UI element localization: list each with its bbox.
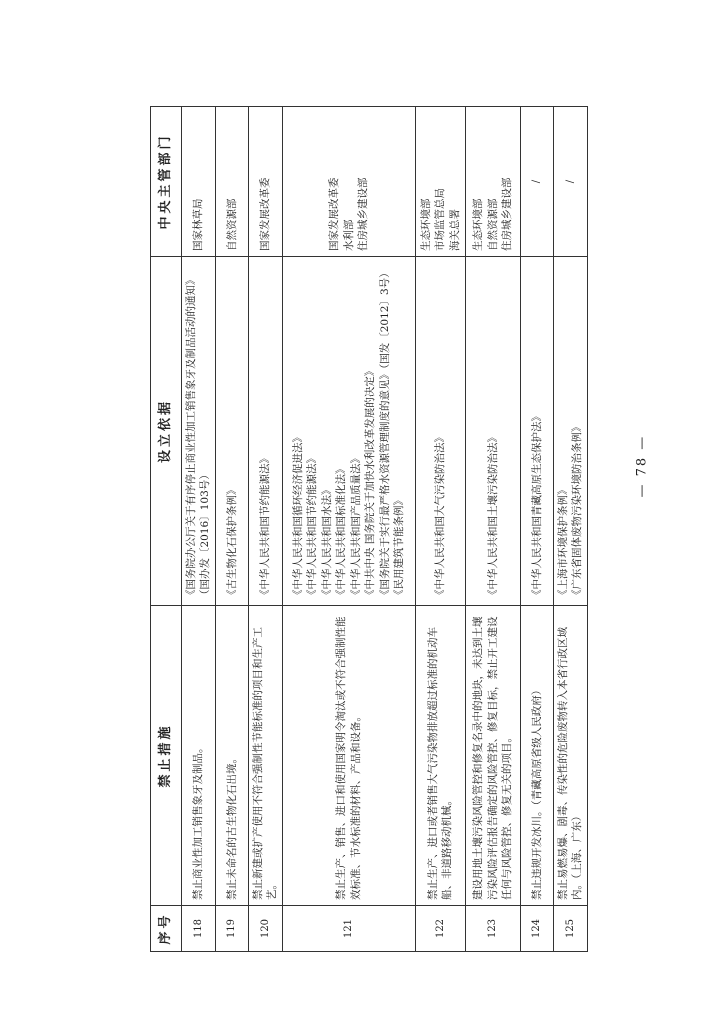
header-measure: 禁止措施 <box>151 606 182 906</box>
dept-line: 水利部 <box>342 219 355 251</box>
header-dept: 中央主管部门 <box>151 107 182 257</box>
table-row <box>553 107 587 952</box>
row-measure: 禁止未命名的古生物化石出境。 <box>215 606 248 906</box>
page-number: — 78 — <box>634 434 650 498</box>
dept-line: 自然资源部 <box>225 198 238 251</box>
dept-line: 海关总署 <box>448 209 461 251</box>
header-num: 序号 <box>151 906 182 952</box>
basis-line: 《中华人民共和国土壤污染防治法》 <box>486 432 499 600</box>
row-measure: 禁止易燃易爆、剧毒、传染性的危险废物转入本省行政区域内。（上海、广东） <box>553 606 587 906</box>
row-dept <box>215 107 248 257</box>
row-measure: 建设用地土壤污染风险管控和修复名录中的地块，未达到土壤污染风险评估报告确定的风险管控、修复目标，禁止开工建设任何与风险管控、修复无关的项目。 <box>465 606 520 906</box>
basis-line: 《中华人民共和国青藏高原生态保护法》 <box>530 411 543 600</box>
row-basis <box>282 257 415 606</box>
table-row <box>215 107 248 952</box>
table-row <box>415 107 465 952</box>
row-dept <box>415 107 465 257</box>
row-basis <box>182 257 216 606</box>
basis-line: 《中华人民共和国循环经济促进法》 <box>292 432 304 600</box>
table-row <box>182 107 216 952</box>
basis-line: 《国务院办公厅关于有序停止商业性加工销售象牙及制品活动的通知》（国办发〔2016〕103号） <box>185 274 212 600</box>
basis-line: 《广东省固体废物污染环境防治条例》 <box>571 421 584 600</box>
row-dept <box>465 107 520 257</box>
dept-line: 国家发展改革委 <box>259 177 272 251</box>
basis-line: 《古生物化石保护条例》 <box>225 484 238 600</box>
prohibition-table <box>150 106 588 952</box>
dept-line: / <box>531 179 543 184</box>
row-num: 118 <box>182 906 216 952</box>
row-dept <box>182 107 216 257</box>
dept-line: 住房城乡建设部 <box>357 177 370 251</box>
row-num: 120 <box>248 906 282 952</box>
row-measure: 禁止新建或扩产使用不符合强制性节能标准的项目和生产工艺。 <box>248 606 282 906</box>
row-num: 121 <box>282 906 415 952</box>
row-basis <box>248 257 282 606</box>
row-measure: 禁止生产、销售、进口和使用国家明令淘汰或不符合强制性能效标准、节水标准的材料、产品和设备。 <box>282 606 415 906</box>
dept-line: 生态环境部 <box>419 198 432 251</box>
row-dept <box>248 107 282 257</box>
row-num: 122 <box>415 906 465 952</box>
basis-line: 《民用建筑节能条例》 <box>393 495 406 600</box>
row-dept <box>520 107 553 257</box>
basis-line: 《上海市环境保护条例》 <box>556 484 569 600</box>
header-basis: 设立依据 <box>151 257 182 606</box>
basis-line: 《中华人民共和国产品质量法》 <box>349 453 362 600</box>
basis-line: 《中华人民共和国大气污染防治法》 <box>434 432 447 600</box>
table-row <box>520 107 553 952</box>
basis-line: 《中华人民共和国水法》 <box>320 484 333 600</box>
row-basis <box>553 257 587 606</box>
row-measure: 禁止商业性加工销售象牙及制品。 <box>182 606 216 906</box>
table-row <box>282 107 415 952</box>
basis-line: 《中华人民共和国标准化法》 <box>335 463 348 600</box>
dept-line: 国家发展改革委 <box>328 177 341 251</box>
row-dept <box>282 107 415 257</box>
row-dept <box>553 107 587 257</box>
basis-line: 《中华人民共和国节约能源法》 <box>259 453 272 600</box>
table-row <box>248 107 282 952</box>
dept-line: 生态环境部 <box>472 198 485 251</box>
basis-line: 《国务院关于实行最严格水资源管理制度的意见》（国发〔2012〕3号） <box>378 267 391 600</box>
row-measure: 禁止违规开发冰川。（青藏高原省级人民政府） <box>520 606 553 906</box>
rotated-page <box>150 107 583 952</box>
dept-line: 住房城乡建设部 <box>501 177 514 251</box>
header-row <box>151 107 182 952</box>
row-num: 123 <box>465 906 520 952</box>
row-basis <box>465 257 520 606</box>
row-basis <box>415 257 465 606</box>
row-basis <box>520 257 553 606</box>
dept-line: 国家林草局 <box>192 198 205 251</box>
dept-line: / <box>564 179 576 184</box>
row-num: 124 <box>520 906 553 952</box>
row-basis <box>215 257 248 606</box>
row-num: 125 <box>553 906 587 952</box>
basis-line: 《中共中央 国务院关于加快水利改革发展的决定》 <box>364 365 377 600</box>
table-row <box>465 107 520 952</box>
basis-line: 《中华人民共和国节约能源法》 <box>306 453 319 600</box>
row-measure: 禁止生产、进口或者销售大气污染物排放超过标准的机动车船、非道路移动机械。 <box>415 606 465 906</box>
dept-line: 自然资源部 <box>486 198 499 251</box>
row-num: 119 <box>215 906 248 952</box>
dept-line: 市场监管总局 <box>434 188 447 251</box>
